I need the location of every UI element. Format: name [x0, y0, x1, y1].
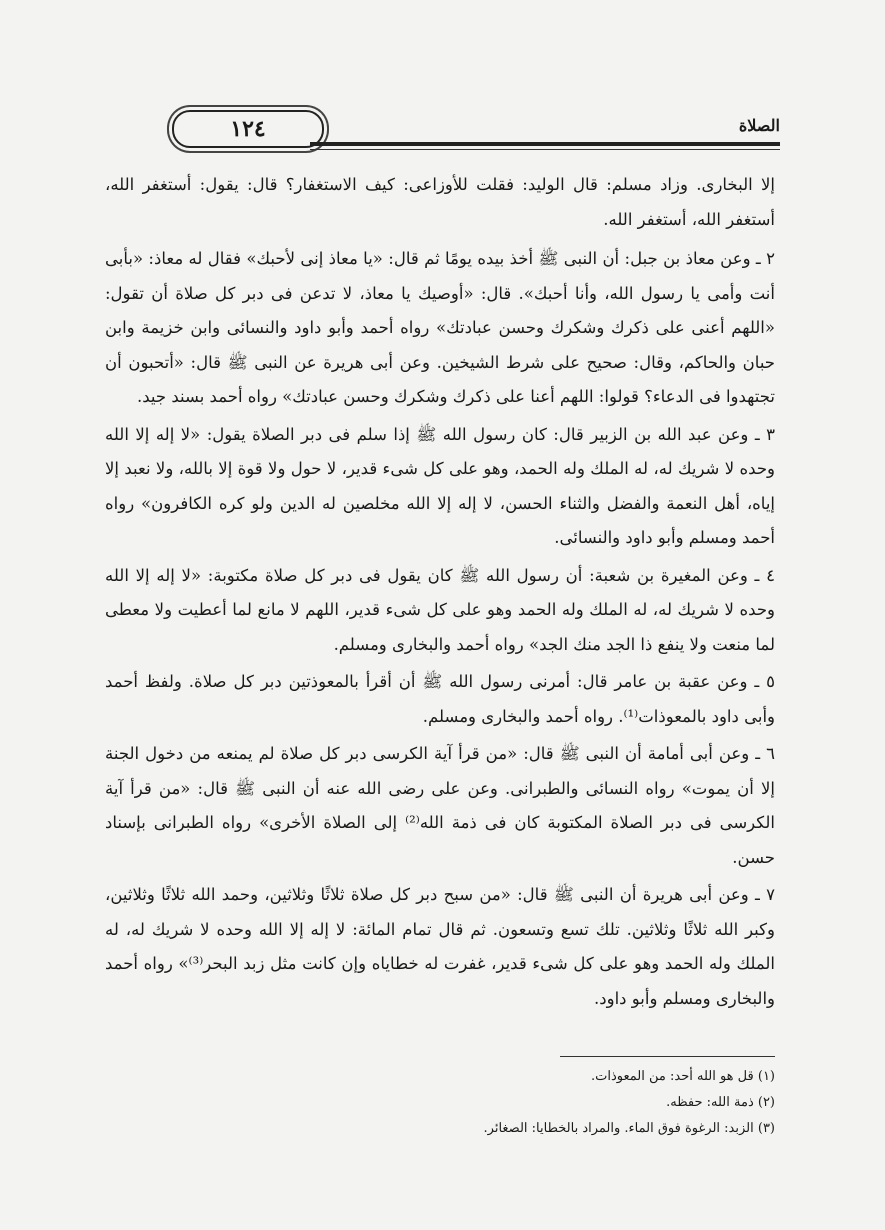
- footnote-separator: [560, 1056, 775, 1057]
- footnote-1: (١) قل هو الله أحد: من المعوذات.: [591, 1069, 775, 1084]
- page-number-badge: [172, 110, 324, 148]
- footnote-3: (٣) الزبد: الرغوة فوق الماء. والمراد بالخطايا: الصغائر.: [483, 1121, 775, 1136]
- paragraph-1: إلا البخارى. وزاد مسلم: قال الوليد: فقلت للأوزاعى: كيف الاستغفار؟ قال: يقول: أستغفر الله، أستغفر الله، أستغفر الله.: [105, 175, 775, 229]
- page-header: [140, 108, 780, 156]
- paragraph-5: ٥ ـ وعن عقبة بن عامر قال: أمرنى رسول الله ﷺ أن أقرأ بالمعوذتين دبر كل صلاة. ولفظ أحمد وأبى داود بالمعوذات⁽¹⁾. رواه أحمد والبخارى ومسلم.: [105, 672, 775, 726]
- body-text: [105, 168, 775, 1019]
- paragraph-7: ٧ ـ وعن أبى هريرة أن النبى ﷺ قال: «من سبح دبر كل صلاة ثلاثًا وثلاثين، وحمد الله ثلاثًا وثلاثين، وكبر الله ثلاثًا وثلاثين. تلك تسع وتسعون. ثم قال تمام المائة: لا إله إلا الله وحده لا شريك له، له الملك وله الحمد وهو على كل شىء قدير، غفرت له خطاياه وإن كانت مثل زبد البحر⁽³⁾» رواه أحمد والبخارى ومسلم وأبو داود.: [105, 885, 775, 1008]
- paragraph-3: ٣ ـ وعن عبد الله بن الزبير قال: كان رسول الله ﷺ إذا سلم فى دبر الصلاة يقول: «لا إله إلا الله وحده لا شريك له، له الملك وله الحمد، وهو على كل شىء قدير، لا حول ولا قوة إلا بالله، ولا نعبد إلا إياه، أهل النعمة والفضل والثناء الحسن، لا إله إلا الله مخلصين له الدين ولو كره الكافرون» رواه أحمد ومسلم وأبو داود والنسائى.: [105, 424, 775, 547]
- header-rule-thin: [310, 149, 780, 150]
- paragraph-6: ٦ ـ وعن أبى أمامة أن النبى ﷺ قال: «من قرأ آية الكرسى دبر كل صلاة لم يمنعه من دخول الجنة إلا أن يموت» رواه النسائى والطبرانى. وعن على رضى الله عنه أن النبى ﷺ قال: «من قرأ آية الكرسى فى دبر الصلاة المكتوبة كان فى ذمة الله⁽²⁾ إلى الصلاة الأخرى» رواه الطبرانى بإسناد حسن.: [105, 744, 775, 867]
- footnotes: [105, 1064, 775, 1142]
- page-number: ١٢٤: [230, 116, 266, 142]
- footnote-2: (٢) ذمة الله: حفظه.: [666, 1095, 775, 1110]
- paragraph-2: ٢ ـ وعن معاذ بن جبل: أن النبى ﷺ أخذ بيده يومًا ثم قال: «يا معاذ إنى لأحبك» فقال له معاذ: «بأبى أنت وأمى يا رسول الله، وأنا أحبك». قال: «أوصيك يا معاذ، لا تدعن فى دبر كل صلاة أن تقول: «اللهم أعنى على ذكرك وشكرك وحسن عبادتك» رواه أحمد وأبو داود والنسائى وابن خزيمة وابن حبان والحاكم، وقال: صحيح على شرط الشيخين. وعن أبى هريرة عن النبى ﷺ قال: «أتحبون أن تجتهدوا فى الدعاء؟ قولوا: اللهم أعنا على ذكرك وشكرك وحسن عبادتك» رواه أحمد بسند جيد.: [105, 249, 775, 406]
- header-rule-thick: [310, 142, 780, 146]
- paragraph-4: ٤ ـ وعن المغيرة بن شعبة: أن رسول الله ﷺ كان يقول فى دبر كل صلاة مكتوبة: «لا إله إلا الله وحده لا شريك له، له الملك وله الحمد وهو على كل شىء قدير، اللهم لا مانع لما أعطيت ولا معطى لما منعت ولا ينفع ذا الجد منك الجد» رواه أحمد والبخارى ومسلم.: [105, 565, 775, 654]
- section-title: الصلاة: [738, 116, 780, 135]
